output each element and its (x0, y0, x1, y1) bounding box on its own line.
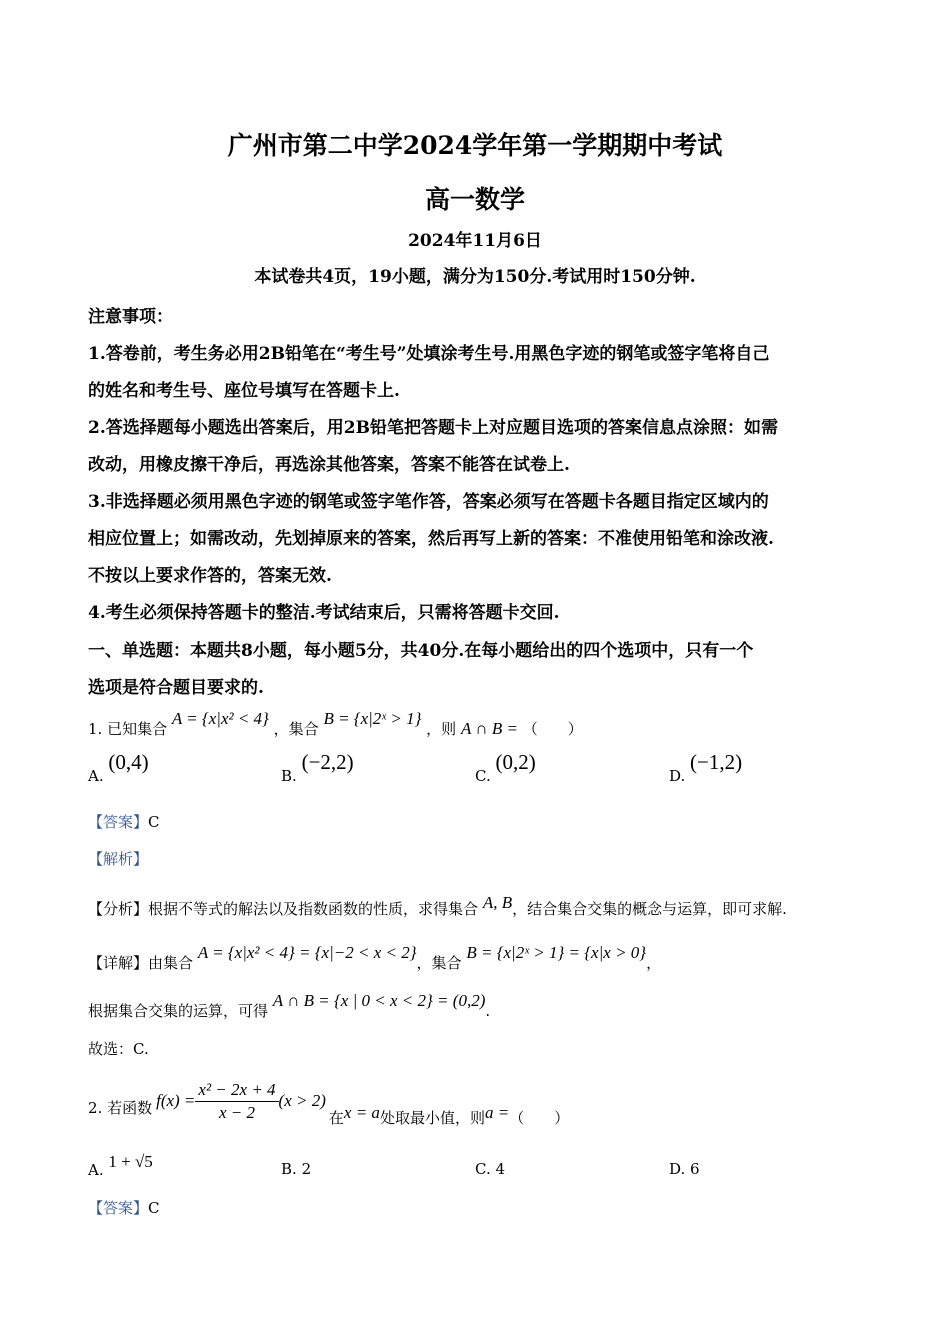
detail-text: 由集合 (148, 954, 194, 972)
detail-set-a: A = {x|x² < 4} = {x|−2 < x < 2} (197, 943, 417, 962)
calc-expr: A ∩ B = {x | 0 < x < 2} = (0,2) (272, 991, 486, 1010)
fenxi-text: 根据不等式的解法以及指数函数的性质，求得集合 (148, 900, 479, 918)
answer-tag: 【答案】 (88, 1199, 149, 1217)
q2-option-c (475, 1160, 505, 1178)
q1-option-d (669, 750, 743, 787)
q2-option-a (88, 1152, 153, 1180)
q1-answer (88, 811, 160, 832)
q1-mid: ，集合 (273, 720, 319, 738)
option-label: B. (281, 767, 297, 785)
q1-detail (88, 943, 662, 973)
option-label: D. (669, 767, 686, 785)
q2-expr: a = (484, 1103, 510, 1122)
q2-domain: (x > 2) (278, 1091, 326, 1110)
note-line: 4.考生必须保持答题卡的整洁.考试结束后，只需将答题卡交回. (88, 603, 560, 623)
section-heading-cont: 选项是符合题目要求的. (88, 678, 264, 698)
fenxi-sets: A, B (482, 893, 513, 912)
answer-value: C (148, 1199, 160, 1217)
option-value: 4 (495, 1160, 506, 1178)
section-heading: 一、单选题：本题共8小题，每小题5分，共40分.在每小题给出的四个选项中，只有一个 (88, 641, 754, 661)
q1-option-a (88, 750, 149, 787)
detail-tag: 【详解】 (88, 954, 149, 972)
q1-calc (88, 991, 491, 1021)
note-line: 相应位置上；如需改动，先划掉原来的答案，然后再写上新的答案：不准使用铅笔和涂改液. (88, 529, 774, 549)
note-line: 2.答选择题每小题选出答案后，用2B铅笔把答题卡上对应题目选项的答案信息点涂照：如需 (88, 418, 778, 438)
option-label: A. (88, 1161, 104, 1179)
q2-fraction (195, 1080, 278, 1123)
option-value: (−1,2) (690, 750, 743, 774)
fenxi-tag: 【分析】 (88, 900, 149, 918)
q1-option-c (475, 750, 536, 787)
notes-heading: 注意事项： (88, 307, 173, 327)
q1-analysis-tag: 【解析】 (88, 850, 149, 868)
exam-title: 广州市第二中学2024学年第一学期期中考试 (227, 131, 723, 160)
note-line: 改动，用橡皮擦干净后，再选涂其他答案，答案不能答在试卷上. (88, 455, 570, 475)
q2-numerator: x² − 2x + 4 (195, 1080, 278, 1102)
option-value: (0,2) (495, 750, 536, 774)
option-label: C. (475, 767, 491, 785)
fenxi-end: ，结合集合交集的概念与运算，即可求解. (512, 900, 787, 918)
answer-value: C (148, 813, 160, 831)
q2-at: x = a (343, 1103, 380, 1122)
q1-then: ，则 (426, 720, 457, 738)
option-label: B. (281, 1160, 297, 1178)
option-value: (0,4) (108, 750, 149, 774)
question-2-stem (88, 1079, 570, 1132)
option-value: 2 (301, 1160, 312, 1178)
option-value: 6 (690, 1160, 700, 1178)
q2-func: f(x) = (156, 1091, 196, 1110)
q1-choose: 故选：C. (88, 1040, 149, 1058)
q1-fenxi (88, 893, 787, 919)
q2-denominator: x − 2 (218, 1102, 255, 1122)
q2-option-b (281, 1160, 311, 1178)
q2-option-d (669, 1160, 700, 1178)
q1-set-b: B = {x|2ˣ > 1} (323, 709, 422, 728)
note-line: 1.答卷前，考生务必用2B铅笔在“考生号”处填涂考生号.用黑色字迹的钢笔或签字笔将自己 (88, 344, 770, 364)
detail-text: ，集合 (416, 954, 462, 972)
q1-expr: A ∩ B = (460, 719, 518, 738)
note-line: 不按以上要求作答的，答案无效. (88, 566, 332, 586)
calc-text: 根据集合交集的运算，可得 (88, 1002, 269, 1020)
q1-prefix: 1. 已知集合 (88, 720, 168, 738)
note-line: 的姓名和考生号、座位号填写在答题卡上. (88, 381, 400, 401)
option-label: D. (669, 1160, 686, 1178)
question-1-stem (88, 709, 583, 739)
q1-paren: （ ） (522, 720, 583, 738)
exam-date: 2024年11月6日 (408, 231, 542, 251)
note-line: 3.非选择题必须用黑色字迹的钢笔或签字笔作答，答案必须写在答题卡各题目指定区域内的 (88, 492, 769, 512)
detail-set-b: B = {x|2ˣ > 1} = {x|x > 0} (466, 943, 647, 962)
exam-subject: 高一数学 (424, 185, 525, 214)
q2-prefix: 2. 若函数 (88, 1098, 153, 1117)
option-label: A. (88, 767, 104, 785)
answer-tag: 【答案】 (88, 813, 149, 831)
q1-set-a: A = {x|x² < 4} (171, 709, 269, 728)
detail-text: ， (646, 954, 662, 972)
q2-end: 处取最小值，则 (379, 1108, 485, 1127)
option-value: (−2,2) (301, 750, 354, 774)
calc-end: . (485, 1002, 491, 1020)
option-label: C. (475, 1160, 491, 1178)
q2-answer (88, 1197, 160, 1218)
exam-info: 本试卷共4页，19小题，满分为150分.考试用时150分钟. (254, 267, 696, 287)
q2-mid: 在 (328, 1108, 344, 1127)
option-value: 1 + √5 (108, 1152, 153, 1171)
q1-option-b (281, 750, 354, 787)
q2-paren: （ ） (509, 1108, 570, 1127)
